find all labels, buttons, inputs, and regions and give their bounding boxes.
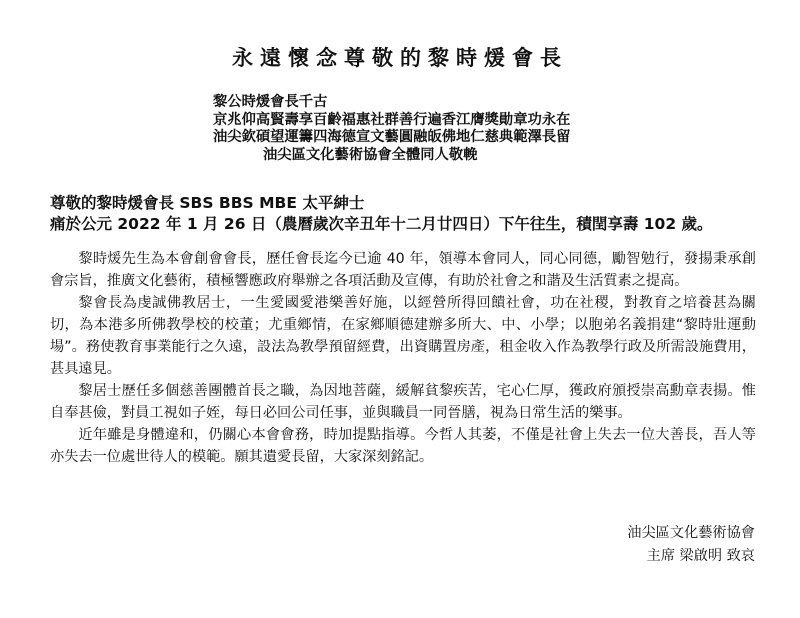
page-title: 永遠懷念尊敬的黎時煖會長 — [232, 46, 568, 70]
elegy-heading: 黎公時煖會長千古 — [213, 94, 328, 110]
tribute-paragraph-1: 黎時煖先生為本會創會會長，歷任會長迄今已逾 40 年，領導本會同人，同心同德，勵智勉行，發揚秉承創會宗旨，推廣文化藝術，積極響應政府舉辦之各項活動及宣傳，有助於社會之和諧及生活質素之提高。 — [50, 251, 756, 289]
tribute-body — [50, 248, 756, 468]
tribute-paragraph-2: 黎會長為虔誠佛教居士，一生愛國愛港樂善好施，以經營所得回饋社會，功在社稷，對教育之培養甚為關切，為本港多所佛教學校的校董；尤重鄉情，在家鄉順德建辦多所大、中、小學；以胞弟名義捐建“黎時壯運動場”。務使教育事業能行之久遠，設法為教學預留經費，出資購置房產，租金收入作為教學行政及所需設施費用，甚具遠見。 — [50, 295, 756, 377]
tribute-paragraph-3: 黎居士歷任多個慈善團體首長之職，為因地菩薩，緩解貧黎疾苦，宅心仁厚，獲政府頒授崇高勳章表揚。惟自奉甚儉，對員工視如子姪，每日必回公司任事，並與職員一同晉膳，視為日常生活的樂事。 — [50, 383, 756, 421]
signature-chairman: 主席 梁啟明 致哀 — [646, 548, 755, 564]
announcement-honorific: 尊敬的黎時煖會長 SBS BBS MBE 太平紳士 — [50, 194, 365, 212]
signature-organization: 油尖區文化藝術協會 — [627, 525, 755, 541]
death-announcement — [50, 193, 770, 235]
tribute-paragraph-4: 近年雖是身體違和，仍關心本會會務，時加提點指導。今哲人其萎，不僅是社會上失去一位大善長，吾人等亦失去一位處世待人的模範。願其遺愛長留，大家深刻銘記。 — [50, 427, 756, 465]
signature-block — [627, 522, 755, 568]
elegy-signature: 油尖區文化藝術協會全體同人敬輓 — [263, 146, 478, 163]
elegy-couplet-second-line: 油尖欽碩望運籌四海德宣文藝圓融皈佛地仁慈典範澤長留 — [213, 129, 571, 145]
elegiac-couplet — [213, 94, 570, 164]
announcement-date-line: 痛於公元 2022 年 1 月 26 日（農曆歲次辛丑年十二月廿四日）下午往生，積閏享壽 102 歲。 — [50, 215, 713, 233]
elegy-couplet-first-line: 京兆仰高賢壽享百齡福惠社群善行遍香江膺獎勛章功永在 — [213, 111, 571, 128]
